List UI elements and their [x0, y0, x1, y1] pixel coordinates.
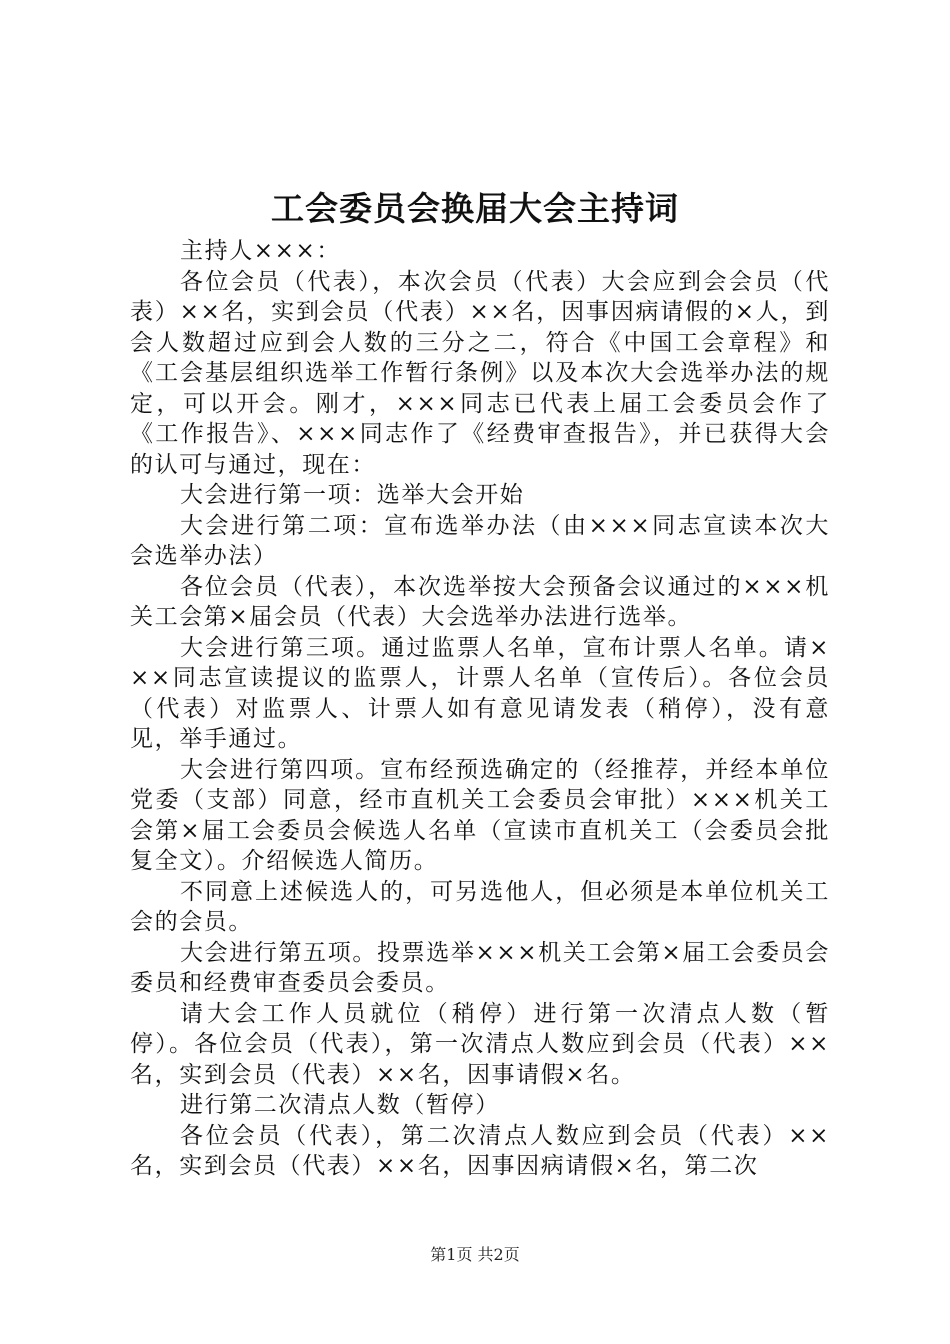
agenda-item-3: 大会进行第三项。通过监票人名单，宣布计票人名单。请×××同志宣读提议的监票人，计票人名单（宣传后）。各位会员（代表）对监票人、计票人如有意见请发表（稍停），没有意见，举手通过。 — [130, 634, 830, 752]
document-body — [130, 236, 830, 1182]
page-number-footer: 第1页 共2页 — [430, 1245, 520, 1264]
opening-paragraph: 各位会员（代表），本次会员（代表）大会应到会会员（代表）××名，实到会员（代表）××名，因事因病请假的×人，到会人数超过应到会人数的三分之二，符合《中国工会章程》和《工会基层组织选举工作暂行条例》以及本次大会选举办法的规定，可以开会。刚才，×××同志已代表上届工会委员会作了《工作报告》、×××同志作了《经费审查报告》，并已获得大会的认可与通过，现在： — [130, 268, 830, 478]
document-title: 工会委员会换届大会主持词 — [271, 189, 679, 228]
host-line: 主持人×××： — [180, 238, 342, 264]
first-count-paragraph: 请大会工作人员就位（稍停）进行第一次清点人数（暂停）。各位会员（代表），第一次清点人数应到会员（代表）××名，实到会员（代表）××名，因事请假×名。 — [130, 1000, 830, 1088]
election-method-paragraph: 各位会员（代表），本次选举按大会预备会议通过的×××机关工会第×届会员（代表）大会选举办法进行选举。 — [130, 573, 830, 630]
agenda-item-2: 大会进行第二项：宣布选举办法（由×××同志宣读本次大会选举办法） — [130, 512, 830, 569]
alternate-candidate-paragraph: 不同意上述候选人的，可另选他人，但必须是本单位机关工会的会员。 — [130, 878, 830, 935]
agenda-item-5: 大会进行第五项。投票选举×××机关工会第×届工会委员会委员和经费审查委员会委员。 — [130, 939, 830, 996]
agenda-item-1: 大会进行第一项：选举大会开始 — [180, 482, 525, 508]
second-count-line: 进行第二次清点人数（暂停） — [180, 1092, 500, 1118]
agenda-item-4: 大会进行第四项。宣布经预选确定的（经推荐，并经本单位党委（支部）同意，经市直机关工会委员会审批）×××机关工会第×届工会委员会候选人名单（宣读市直机关工（会委员会批复全文）。介绍候选人简历。 — [130, 756, 830, 874]
second-count-paragraph: 各位会员（代表），第二次清点人数应到会员（代表）××名，实到会员（代表）××名，因事因病请假×名，第二次 — [130, 1122, 830, 1179]
